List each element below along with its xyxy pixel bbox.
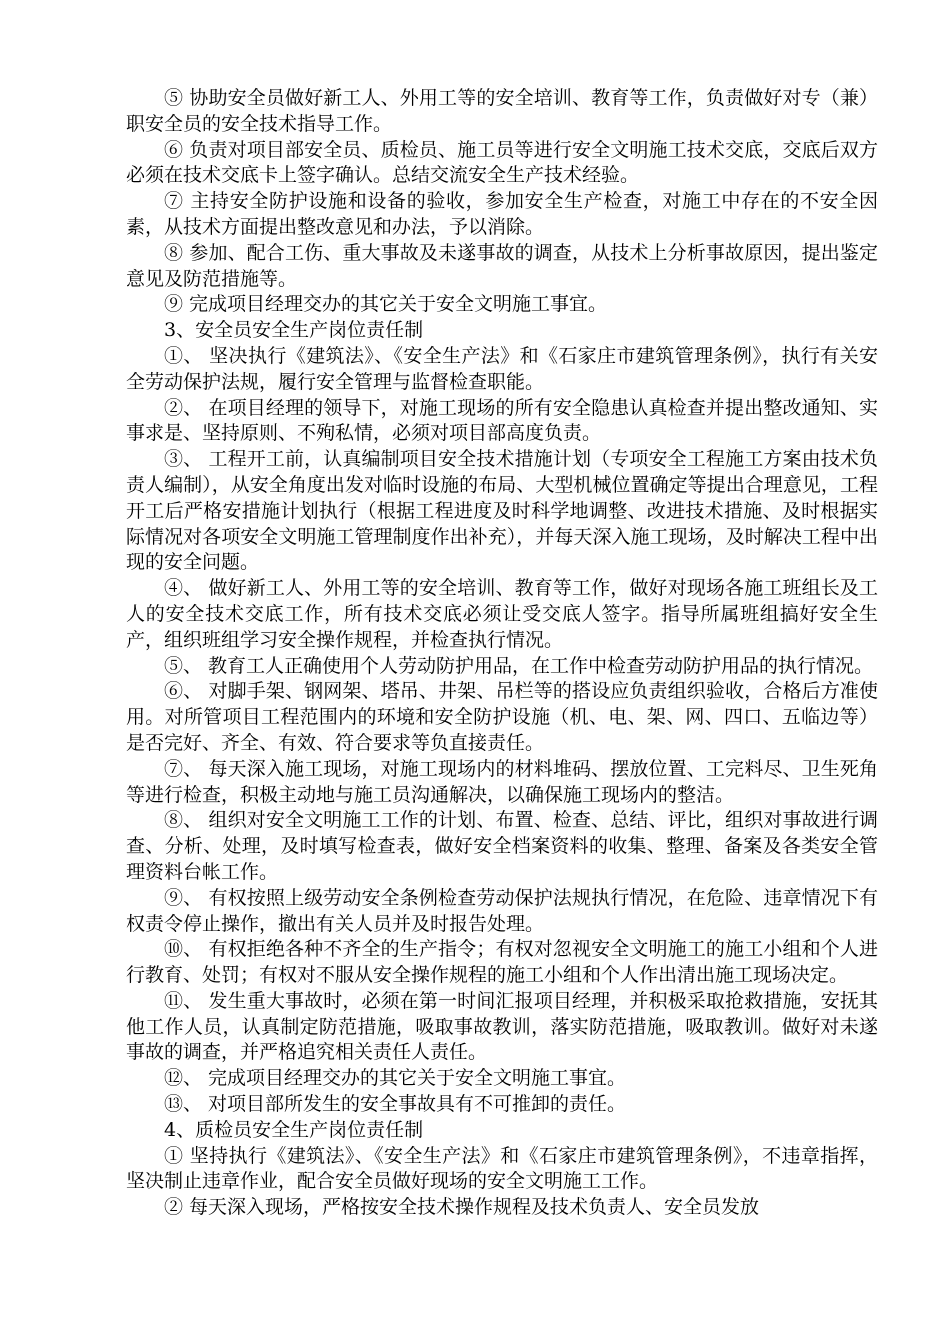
paragraph-safety-7: ⑦、 每天深入施工现场，对施工现场内的材料堆码、摆放位置、工完料尽、卫生死角等进行检查，积极主动地与施工员沟通解决，以确保施工现场内的整洁。 [126,757,878,806]
paragraph-tech-9: ⑨ 完成项目经理交办的其它关于安全文明施工事宜。 [164,293,608,316]
paragraph-safety-3: ③、 工程开工前，认真编制项目安全技术措施计划（专项安全工程施工方案由技术负责人编制），从安全角度出发对临时设施的布局、大型机械位置确定等提出合理意见，工程开工后严格安措施计划执行（根据工程进度及时科学地调整、改进技术措施、及时根据实际情况对各项安全文明施工管理制度作出补充），并每天深入施工现场，及时解决工程中出现的安全问题。 [126,448,878,574]
paragraph-safety-1: ①、 坚决执行《建筑法》、《安全生产法》和《石家庄市建筑管理条例》，执行有关安全劳动保护法规，履行安全管理与监督检查职能。 [126,344,878,393]
section-heading-quality-inspector: 4、质检员安全生产岗位责任制 [164,1118,424,1141]
paragraph-safety-4: ④、 做好新工人、外用工等的安全培训、教育等工作，做好对现场各施工班组长及工人的安全技术交底工作，所有技术交底必须让受交底人签字。指导所属班组搞好安全生产，组织班组学习安全操作规程，并检查执行情况。 [126,577,878,651]
paragraph-safety-8: ⑧、 组织对安全文明施工工作的计划、布置、检查、总结、评比，组织对事故进行调查、分析、处理，及时填写检查表，做好安全档案资料的收集、整理、备案及各类安全管理资料台帐工作。 [126,809,878,883]
paragraph-safety-6: ⑥、 对脚手架、钢网架、塔吊、井架、吊栏等的搭设应负责组织验收，合格后方准使用。对所管项目工程范围内的环境和安全防护设施（机、电、架、网、四口、五临边等）是否完好、齐全、有效、符合要求等负直接责任。 [126,680,878,754]
paragraph-quality-2: ② 每天深入现场，严格按安全技术操作规程及技术负责人、安全员发放 [164,1196,760,1219]
paragraph-safety-2: ②、 在项目经理的领导下，对施工现场的所有安全隐患认真检查并提出整改通知、实事求是、坚持原则、不殉私情，必须对项目部高度负责。 [126,396,878,445]
paragraph-quality-1: ① 坚持执行《建筑法》、《安全生产法》和《石家庄市建筑管理条例》，不违章指挥，坚决制止违章作业，配合安全员做好现场的安全文明施工工作。 [126,1144,878,1193]
document-page [126,86,878,1221]
paragraph-safety-11: ⑪、 发生重大事故时，必须在第一时间汇报项目经理，并积极采取抢救措施，安抚其他工作人员，认真制定防范措施，吸取事故教训，落实防范措施，吸取教训。做好对未遂事故的调查，并严格追究相关责任人责任。 [126,989,878,1064]
paragraph-safety-9: ⑨、 有权按照上级劳动安全条例检查劳动保护法规执行情况，在危险、违章情况下有权责令停止操作，撤出有关人员并及时报告处理。 [126,886,878,935]
paragraph-safety-10: ⑩、 有权拒绝各种不齐全的生产指令；有权对忽视安全文明施工的施工小组和个人进行教育、处罚；有权对不服从安全操作规程的施工小组和个人作出清出施工现场决定。 [126,938,878,987]
paragraph-safety-5: ⑤、 教育工人正确使用个人劳动防护用品，在工作中检查劳动防护用品的执行情况。 [164,654,874,677]
paragraph-safety-12: ⑫、 完成项目经理交办的其它关于安全文明施工事宜。 [164,1067,627,1090]
paragraph-safety-13: ⑬、 对项目部所发生的安全事故具有不可推卸的责任。 [164,1093,627,1116]
paragraph-tech-7: ⑦ 主持安全防护设施和设备的验收，参加安全生产检查，对施工中存在的不安全因素，从技术方面提出整改意见和办法，予以消除。 [126,190,878,238]
paragraph-tech-6: ⑥ 负责对项目部安全员、质检员、施工员等进行安全文明施工技术交底，交底后双方必须在技术交底卡上签字确认。总结交流安全生产技术经验。 [126,138,878,187]
paragraph-tech-8: ⑧ 参加、配合工伤、重大事故及未遂事故的调查，从技术上分析事故原因，提出鉴定意见及防范措施等。 [126,241,878,290]
section-heading-safety-officer: 3、安全员安全生产岗位责任制 [164,319,424,342]
paragraph-tech-5: ⑤ 协助安全员做好新工人、外用工等的安全培训、教育等工作，负责做好对专（兼）职安全员的安全技术指导工作。 [126,87,878,135]
